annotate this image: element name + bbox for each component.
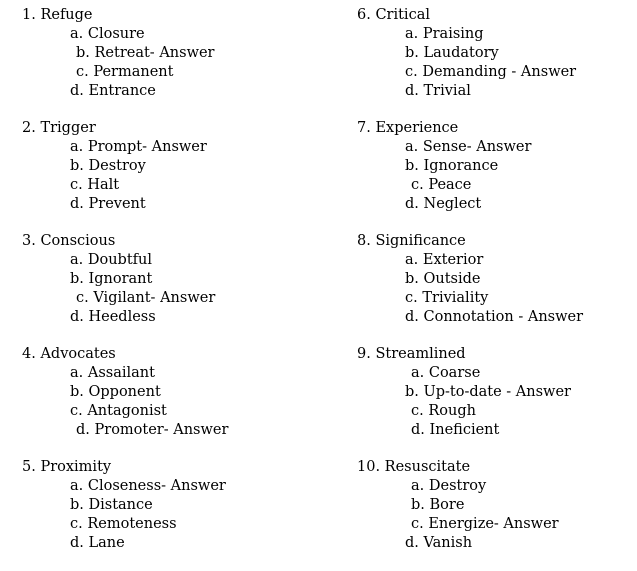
option-d: d. Connotation - Answer — [405, 309, 584, 325]
option-d: d. Trivial — [405, 83, 471, 99]
question-9 — [357, 345, 632, 458]
left-question-column — [22, 6, 342, 571]
option-b: b. Opponent — [70, 384, 161, 400]
question-8 — [357, 232, 632, 345]
option-c: c. Rough — [411, 403, 476, 419]
right-question-column — [357, 6, 632, 571]
question-2 — [22, 119, 342, 232]
question-5 — [22, 458, 342, 571]
option-d: d. Heedless — [70, 309, 156, 325]
option-c: c. Permanent — [76, 64, 174, 80]
question-6 — [357, 6, 632, 119]
option-a: a. Praising — [405, 26, 484, 42]
question-1 — [22, 6, 342, 119]
question-title: 5. Proximity — [22, 459, 112, 475]
option-b: b. Laudatory — [405, 45, 499, 61]
option-a: a. Sense- Answer — [405, 139, 532, 155]
option-c: c. Antagonist — [70, 403, 167, 419]
question-7 — [357, 119, 632, 232]
question-title: 7. Experience — [357, 120, 459, 136]
option-d: d. Neglect — [405, 196, 482, 212]
option-d: d. Lane — [70, 535, 125, 551]
option-c: c. Demanding - Answer — [405, 64, 577, 80]
question-title: 8. Significance — [357, 233, 466, 249]
option-a: a. Closeness- Answer — [70, 478, 226, 494]
question-3 — [22, 232, 342, 345]
question-title: 3. Conscious — [22, 233, 116, 249]
question-title: 2. Trigger — [22, 120, 96, 136]
question-title: 4. Advocates — [22, 346, 116, 362]
question-10 — [357, 458, 632, 571]
option-d: d. Vanish — [405, 535, 473, 551]
question-title: 6. Critical — [357, 7, 430, 23]
option-c: c. Energize- Answer — [411, 516, 559, 532]
option-a: a. Closure — [70, 26, 145, 42]
option-d: d. Prevent — [70, 196, 146, 212]
question-title: 9. Streamlined — [357, 346, 466, 362]
option-d: d. Promoter- Answer — [76, 422, 229, 438]
option-b: b. Retreat- Answer — [76, 45, 215, 61]
option-b: b. Bore — [411, 497, 465, 513]
option-c: c. Remoteness — [70, 516, 177, 532]
question-title: 10. Resuscitate — [357, 459, 471, 475]
option-b: b. Outside — [405, 271, 481, 287]
option-d: d. Ineficient — [411, 422, 500, 438]
option-c: c. Vigilant- Answer — [76, 290, 216, 306]
option-c: c. Triviality — [405, 290, 489, 306]
option-b: b. Ignorant — [70, 271, 153, 287]
option-c: c. Peace — [411, 177, 472, 193]
option-c: c. Halt — [70, 177, 120, 193]
question-title: 1. Refuge — [22, 7, 93, 23]
option-a: a. Doubtful — [70, 252, 153, 268]
question-4 — [22, 345, 342, 458]
option-a: a. Exterior — [405, 252, 484, 268]
option-a: a. Coarse — [411, 365, 481, 381]
option-a: a. Destroy — [411, 478, 487, 494]
option-b: b. Up-to-date - Answer — [405, 384, 571, 400]
option-a: a. Prompt- Answer — [70, 139, 207, 155]
option-b: b. Destroy — [70, 158, 146, 174]
option-a: a. Assailant — [70, 365, 155, 381]
option-b: b. Distance — [70, 497, 153, 513]
option-b: b. Ignorance — [405, 158, 499, 174]
option-d: d. Entrance — [70, 83, 156, 99]
